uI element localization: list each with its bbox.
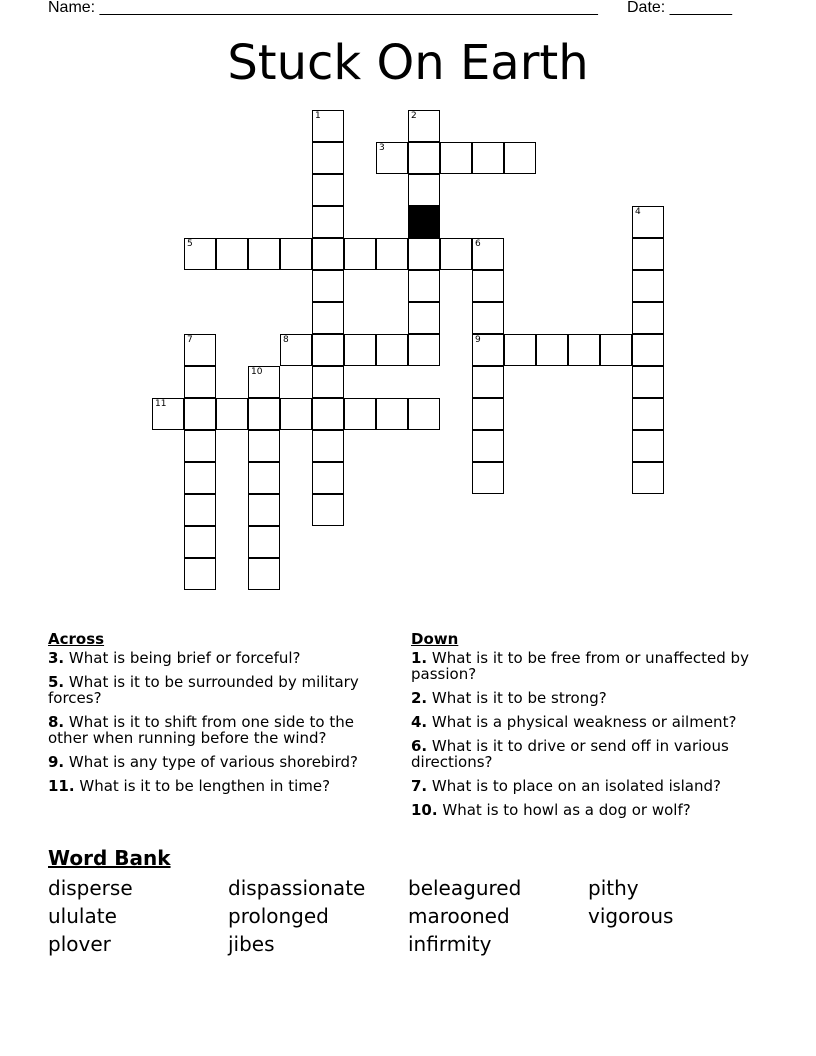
clue-number: 4.: [411, 713, 428, 731]
word-bank-word: infirmity: [408, 932, 492, 956]
crossword-cell[interactable]: [312, 494, 344, 526]
crossword-cell[interactable]: [632, 462, 664, 494]
crossword-cell[interactable]: [376, 142, 408, 174]
crossword-cell[interactable]: [184, 462, 216, 494]
crossword-cell[interactable]: [568, 334, 600, 366]
crossword-cell[interactable]: [152, 398, 184, 430]
crossword-cell[interactable]: [184, 334, 216, 366]
crossword-cell[interactable]: [504, 334, 536, 366]
crossword-cell[interactable]: [312, 110, 344, 142]
crossword-cell[interactable]: [440, 142, 472, 174]
crossword-cell[interactable]: [504, 142, 536, 174]
crossword-cell[interactable]: [184, 494, 216, 526]
clue-number: 7.: [411, 777, 428, 795]
crossword-cell[interactable]: [632, 238, 664, 270]
crossword-cell[interactable]: [344, 398, 376, 430]
crossword-cell[interactable]: [312, 142, 344, 174]
word-bank-title: Word Bank: [48, 846, 171, 870]
crossword-cell[interactable]: [632, 430, 664, 462]
crossword-cell[interactable]: [632, 302, 664, 334]
crossword-cell[interactable]: [600, 334, 632, 366]
crossword-cell[interactable]: [184, 430, 216, 462]
crossword-cell[interactable]: [472, 366, 504, 398]
clue-text: What is any type of various shorebird?: [68, 753, 359, 771]
crossword-cell[interactable]: [248, 366, 280, 398]
clue-number: 1.: [411, 649, 428, 667]
clue-down: [411, 650, 756, 682]
word-bank-word: ululate: [48, 904, 117, 928]
crossword-cell[interactable]: [376, 398, 408, 430]
crossword-cell[interactable]: [312, 206, 344, 238]
clue-across: [48, 714, 393, 746]
clue-text: What is it to shift from one side to the other when running before the wind?: [48, 713, 354, 747]
clue-number: 3.: [48, 649, 65, 667]
crossword-cell[interactable]: [280, 238, 312, 270]
crossword-cell[interactable]: [472, 462, 504, 494]
crossword-cell[interactable]: [248, 558, 280, 590]
crossword-cell[interactable]: [632, 366, 664, 398]
word-bank-word: plover: [48, 932, 111, 956]
clue-number: 9.: [48, 753, 65, 771]
clue-text: What is it to be free from or unaffected by passion?: [411, 649, 749, 683]
crossword-cell[interactable]: [248, 398, 280, 430]
crossword-cell[interactable]: [408, 174, 440, 206]
date-field-label: Date: _______: [627, 0, 732, 16]
cell-number: 5: [187, 239, 193, 249]
crossword-cell[interactable]: [408, 142, 440, 174]
crossword-cell[interactable]: [536, 334, 568, 366]
clue-number: 6.: [411, 737, 428, 755]
clue-text: What is being brief or forceful?: [68, 649, 301, 667]
crossword-cell[interactable]: [312, 238, 344, 270]
clue-across: [48, 674, 393, 706]
clue-down: [411, 714, 756, 730]
word-bank-word: marooned: [408, 904, 510, 928]
across-clues: [48, 630, 393, 802]
crossword-cell[interactable]: [184, 398, 216, 430]
clue-text: What is it to be surrounded by military forces?: [48, 673, 359, 707]
crossword-cell[interactable]: [376, 334, 408, 366]
crossword-cell[interactable]: [312, 398, 344, 430]
clue-down: [411, 802, 756, 818]
word-bank-word: beleagured: [408, 876, 522, 900]
crossword-cell[interactable]: [632, 270, 664, 302]
crossword-cell[interactable]: [472, 302, 504, 334]
crossword-cell[interactable]: [472, 238, 504, 270]
clue-number: 2.: [411, 689, 428, 707]
clue-text: What is to howl as a dog or wolf?: [442, 801, 691, 819]
crossword-cell[interactable]: [216, 238, 248, 270]
crossword-cell[interactable]: [408, 110, 440, 142]
crossword-cell[interactable]: [248, 238, 280, 270]
word-bank-word: jibes: [228, 932, 275, 956]
crossword-cell[interactable]: [312, 430, 344, 462]
crossword-cell[interactable]: [280, 334, 312, 366]
crossword-cell[interactable]: [408, 302, 440, 334]
crossword-cell[interactable]: [472, 334, 504, 366]
cell-number: 8: [283, 335, 289, 345]
clue-number: 8.: [48, 713, 65, 731]
crossword-cell[interactable]: [248, 430, 280, 462]
cell-number: 9: [475, 335, 481, 345]
crossword-cell[interactable]: [472, 142, 504, 174]
crossword-cell[interactable]: [472, 430, 504, 462]
crossword-cell[interactable]: [184, 238, 216, 270]
crossword-cell[interactable]: [472, 270, 504, 302]
crossword-cell[interactable]: [312, 270, 344, 302]
crossword-cell[interactable]: [184, 526, 216, 558]
clue-across: [48, 754, 393, 770]
clue-number: 10.: [411, 801, 438, 819]
crossword-cell[interactable]: [312, 174, 344, 206]
crossword-black-cell: [408, 206, 440, 238]
cell-number: 4: [635, 207, 641, 217]
clue-down: [411, 778, 756, 794]
crossword-cell[interactable]: [408, 270, 440, 302]
clue-text: What is it to be strong?: [431, 689, 607, 707]
page-title: Stuck On Earth: [227, 35, 589, 91]
cell-number: 1: [315, 111, 321, 121]
cell-number: 2: [411, 111, 417, 121]
crossword-cell[interactable]: [344, 238, 376, 270]
across-heading: Across: [48, 630, 105, 648]
clue-text: What is a physical weakness or ailment?: [431, 713, 737, 731]
crossword-cell[interactable]: [408, 398, 440, 430]
crossword-cell[interactable]: [280, 398, 312, 430]
crossword-cell[interactable]: [344, 334, 376, 366]
crossword-cell[interactable]: [632, 334, 664, 366]
crossword-cell[interactable]: [632, 206, 664, 238]
word-bank-word: prolonged: [228, 904, 329, 928]
word-bank-word: vigorous: [588, 904, 674, 928]
clue-number: 5.: [48, 673, 65, 691]
crossword-cell[interactable]: [312, 366, 344, 398]
crossword-cell[interactable]: [312, 334, 344, 366]
clue-number: 11.: [48, 777, 75, 795]
crossword-cell[interactable]: [248, 526, 280, 558]
clue-text: What is to place on an isolated island?: [431, 777, 721, 795]
word-bank-word: dispassionate: [228, 876, 366, 900]
cell-number: 6: [475, 239, 481, 249]
down-clues: [411, 630, 756, 826]
clue-across: [48, 778, 393, 794]
crossword-cell[interactable]: [632, 398, 664, 430]
crossword-cell[interactable]: [376, 238, 408, 270]
down-heading: Down: [411, 630, 459, 648]
crossword-cell[interactable]: [312, 302, 344, 334]
crossword-cell[interactable]: [184, 366, 216, 398]
crossword-cell[interactable]: [312, 462, 344, 494]
crossword-cell[interactable]: [408, 238, 440, 270]
crossword-cell[interactable]: [184, 558, 216, 590]
clue-across: [48, 650, 393, 666]
word-bank-word: disperse: [48, 876, 133, 900]
crossword-cell[interactable]: [248, 494, 280, 526]
name-field-label: Name: ________________________________________________________: [48, 0, 598, 16]
clue-text: What is it to be lengthen in time?: [79, 777, 331, 795]
crossword-cell[interactable]: [408, 334, 440, 366]
cell-number: 11: [155, 399, 167, 409]
clue-down: [411, 738, 756, 770]
crossword-cell[interactable]: [472, 398, 504, 430]
clue-text: What is it to drive or send off in various directions?: [411, 737, 729, 771]
cell-number: 7: [187, 335, 193, 345]
cell-number: 3: [379, 143, 385, 153]
crossword-cell[interactable]: [216, 398, 248, 430]
crossword-cell[interactable]: [440, 238, 472, 270]
clue-down: [411, 690, 756, 706]
word-bank-word: pithy: [588, 876, 639, 900]
cell-number: 10: [251, 367, 263, 377]
crossword-cell[interactable]: [248, 462, 280, 494]
